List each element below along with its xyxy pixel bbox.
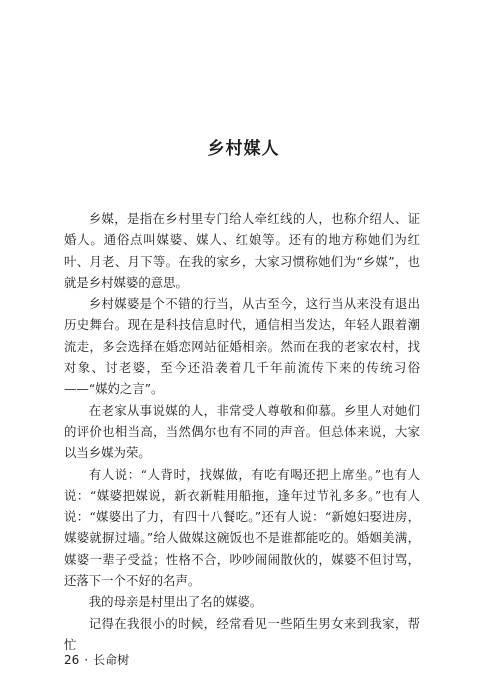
book-title: 长命树 <box>93 653 130 667</box>
paragraph: 有人说：“人背时，找媒做，有吃有喝还把上席坐。”也有人说：“媒婆把媒说，新衣新鞋用船拖，逢年过节礼多多。”也有人说：“媒婆出了力，有四十八餐吃。”还有人说：“新媳妇娶进房，媒婆就摒过墙。”给人做媒这碗饭也不是谁都能吃的。婚姻美满，媒婆一辈子受益；性格不合，吵吵闹闹散伙的，媒婆不但讨骂，还落下一个不好的名声。 <box>64 466 420 589</box>
footer-separator: · <box>84 653 89 667</box>
paragraph: 记得在我很小的时候，经常看见一些陌生男女来到我家，帮忙 <box>64 615 420 652</box>
paragraph: 乡媒，是指在乡村里专门给人牵红线的人，也称介绍人、证婚人。通俗点叫媒婆、媒人、红娘等。还有的地方称她们为红叶、月老、月下等。在我的家乡，大家习惯称她们为“乡媒”，也就是乡村媒婆的意思。 <box>64 211 420 290</box>
paragraph: 乡村媒婆是个不错的行当，从古至今，这行当从来没有退出历史舞台。现在是科技信息时代，通信相当发达，年轻人跟着潮流走，多会选择在婚恋网站征婚相亲。然而在我的老家农村，找对象、讨老婆，至今还沿袭着几千年前流传下来的传统习俗——“媒妁之言”。 <box>64 296 420 397</box>
chapter-title: 乡村媒人 <box>207 139 280 159</box>
paragraph: 我的母亲是村里出了名的媒婆。 <box>88 594 263 610</box>
page-footer <box>64 651 129 668</box>
page-number: 26 <box>64 653 80 667</box>
paragraph: 在老家从事说媒的人，非常受人尊敬和仰慕。乡里人对她们的评价也相当高，当然偶尔也有不同的声音。但总体来说，大家以当乡媒为荣。 <box>64 402 420 461</box>
body-text <box>64 208 420 655</box>
